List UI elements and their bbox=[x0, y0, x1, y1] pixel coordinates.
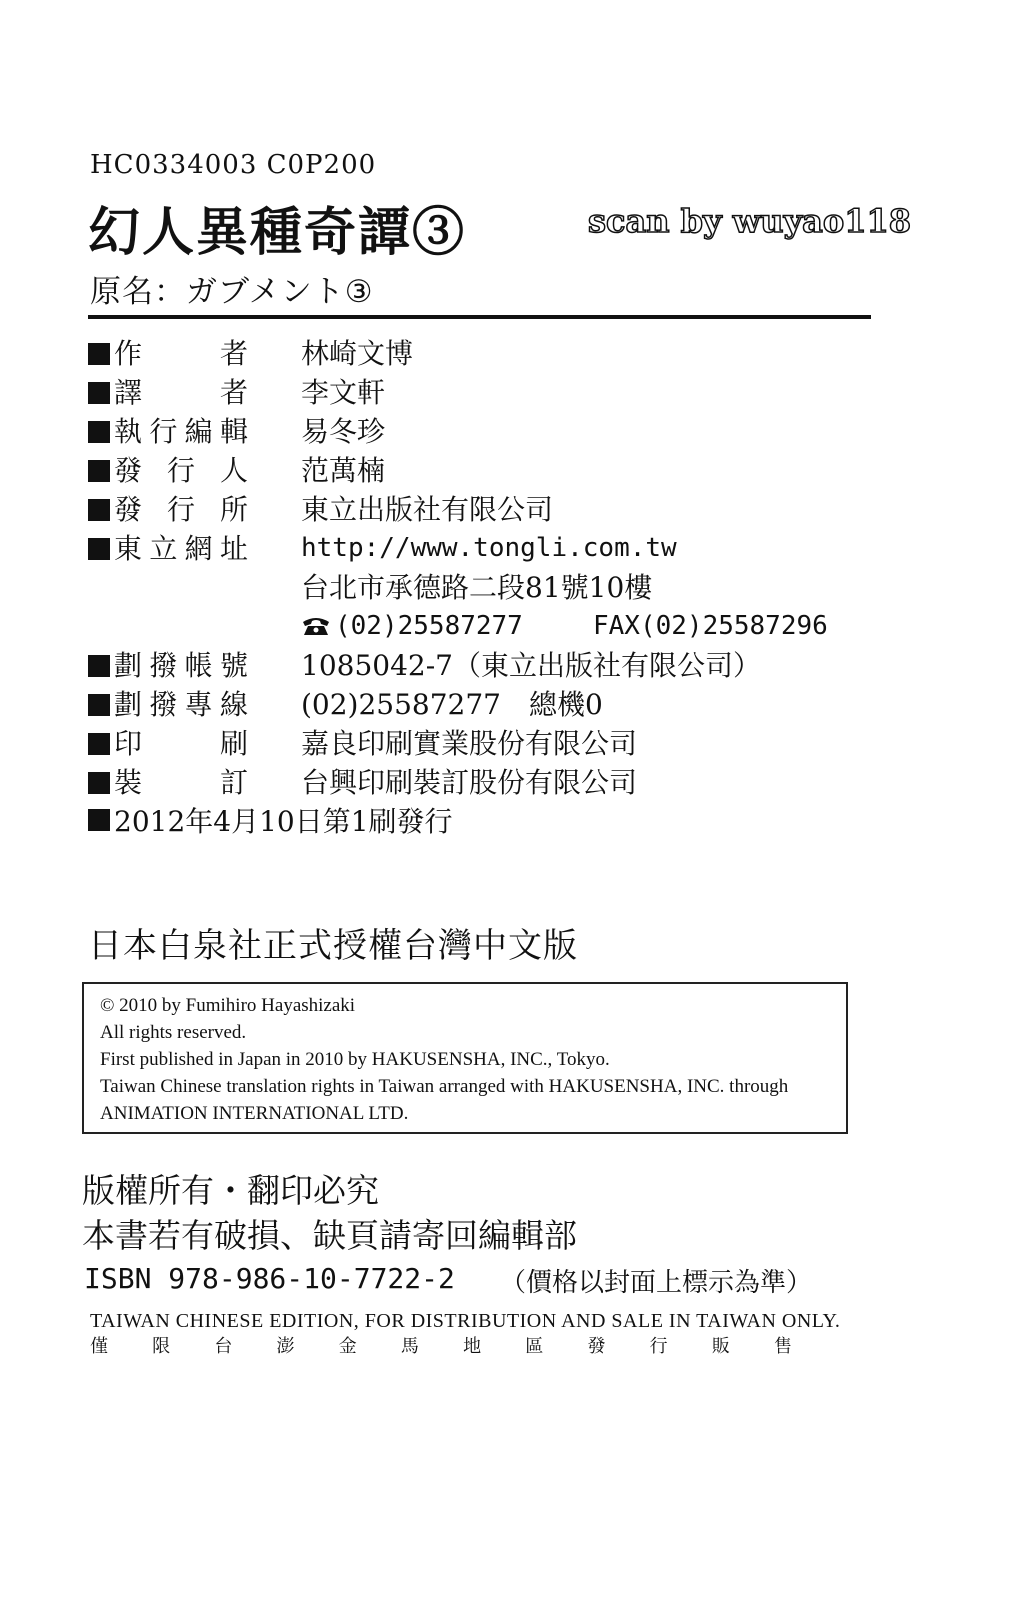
copyright-notice bbox=[82, 982, 848, 1134]
credit-value: 嘉良印刷實業股份有限公司 bbox=[301, 727, 638, 760]
credit-row-phone bbox=[88, 607, 868, 646]
credit-row-editor bbox=[88, 412, 868, 451]
bullet-square-icon bbox=[88, 809, 110, 831]
bullet-square-icon bbox=[88, 343, 110, 365]
credit-value: 東立出版社有限公司 bbox=[301, 493, 554, 526]
bullet-square-icon bbox=[88, 733, 110, 755]
credit-label: 譯 者 bbox=[114, 376, 248, 409]
copyright-line: First published in Japan in 2010 by HAKUSENSHA, INC., Tokyo. bbox=[100, 1049, 610, 1070]
credit-row-postal-hotline bbox=[88, 685, 868, 724]
credit-label: 裝 訂 bbox=[114, 766, 248, 799]
credit-label: 劃撥專線 bbox=[114, 688, 248, 721]
distribution-notice-en: TAIWAN CHINESE EDITION, FOR DISTRIBUTION AND SALE IN TAIWAN ONLY. bbox=[90, 1310, 841, 1332]
credit-value: 易冬珍 bbox=[301, 415, 386, 448]
license-statement: 日本白泉社正式授權台灣中文版 bbox=[88, 926, 578, 966]
credit-label: 執行編輯 bbox=[114, 415, 248, 448]
credit-row-website bbox=[88, 529, 868, 568]
rights-line: 版權所有・翻印必究 bbox=[82, 1171, 379, 1210]
bullet-square-icon bbox=[88, 655, 110, 677]
credit-row-printer bbox=[88, 724, 868, 763]
credit-label: 東立網址 bbox=[114, 532, 248, 565]
bullet-square-icon bbox=[88, 694, 110, 716]
credit-value: 范萬楠 bbox=[301, 454, 386, 487]
credit-row-publisher bbox=[88, 451, 868, 490]
price-note: （價格以封面上標示為準） bbox=[500, 1268, 813, 1298]
credit-value: (02)25587277 總機0 bbox=[301, 688, 603, 721]
isbn: ISBN 978-986-10-7722-2 bbox=[84, 1262, 455, 1295]
credit-value: 李文軒 bbox=[301, 376, 386, 409]
credit-row-publishing-house bbox=[88, 490, 868, 529]
rights-notice bbox=[82, 1168, 577, 1258]
publication-date bbox=[88, 800, 453, 840]
credit-label: 劃撥帳號 bbox=[114, 649, 248, 682]
copyright-line: All rights reserved. bbox=[100, 1022, 247, 1043]
credit-label: 發行所 bbox=[114, 493, 248, 526]
scan-credit: scan by wuyao118 bbox=[588, 202, 912, 240]
rights-line: 本書若有破損、缺頁請寄回編輯部 bbox=[82, 1216, 577, 1255]
bullet-square-icon bbox=[88, 499, 110, 521]
credit-row-binder bbox=[88, 763, 868, 802]
telephone-icon bbox=[301, 609, 331, 631]
bullet-square-icon bbox=[88, 421, 110, 443]
credit-row-address bbox=[88, 568, 868, 607]
website-url: http://www.tongli.com.tw bbox=[301, 533, 677, 563]
bullet-square-icon bbox=[88, 460, 110, 482]
original-title: 原名：ガブメント③ bbox=[90, 274, 374, 310]
phone-number: (02)25587277 bbox=[335, 611, 523, 641]
credit-value: 台興印刷裝訂股份有限公司 bbox=[301, 766, 638, 799]
distribution-notice-zh: 僅限台澎金馬地區發行販售 bbox=[90, 1336, 792, 1357]
copyright-line: Taiwan Chinese translation rights in Taiwan arranged with HAKUSENSHA, INC. through bbox=[100, 1076, 789, 1097]
bullet-square-icon bbox=[88, 772, 110, 794]
credit-label: 發行人 bbox=[114, 454, 248, 487]
bullet-square-icon bbox=[88, 538, 110, 560]
copyright-line: © 2010 by Fumihiro Hayashizaki bbox=[100, 995, 356, 1016]
bullet-square-icon bbox=[88, 382, 110, 404]
credit-row-postal-account bbox=[88, 646, 868, 685]
credits-list bbox=[88, 334, 868, 802]
copyright-line: ANIMATION INTERNATIONAL LTD. bbox=[100, 1103, 409, 1124]
book-title: 幻人異種奇譚③ bbox=[88, 202, 467, 263]
title-divider bbox=[88, 315, 871, 319]
product-code: HC0334003 C0P200 bbox=[90, 150, 377, 180]
publication-date-text: 2012年4月10日第1刷發行 bbox=[114, 805, 453, 838]
credit-label: 作 者 bbox=[114, 337, 248, 370]
fax-number: FAX(02)25587296 bbox=[593, 611, 828, 641]
credit-value: 林崎文博 bbox=[301, 337, 414, 370]
address: 台北市承德路二段81號10樓 bbox=[301, 571, 653, 604]
credit-row-author bbox=[88, 334, 868, 373]
credit-value: 1085042-7（東立出版社有限公司） bbox=[301, 649, 761, 682]
credit-row-translator bbox=[88, 373, 868, 412]
credit-label: 印 刷 bbox=[114, 727, 248, 760]
